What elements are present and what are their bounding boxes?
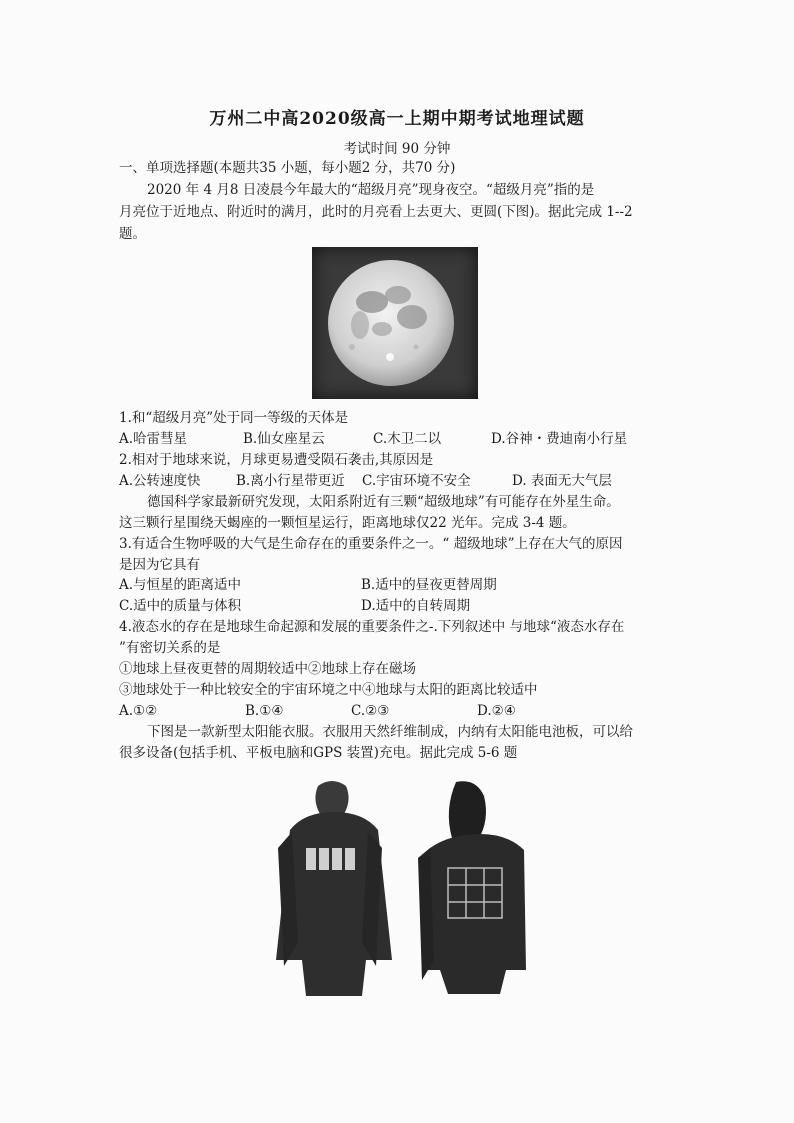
q3-stem-line1: 3.有适合生物呼吸的大气是生命存在的重要条件之一。“ 超级地球”上存在大气的原因 [119, 536, 623, 552]
q2-option-c: C.宇宙环境不安全 [362, 473, 471, 489]
q4-option-a: A.①② [119, 703, 158, 719]
q4-stem-line2: ”有密切关系的是 [119, 640, 221, 656]
q4-option-c: C.②③ [351, 703, 390, 719]
q4-statements-1: ①地球上昼夜更替的周期较适中②地球上存在磁场 [119, 661, 416, 677]
super-moon-photo [312, 247, 478, 399]
q4-option-d: D.②④ [477, 703, 516, 719]
woman-figure [418, 781, 526, 994]
intro1-line3: 题。 [119, 226, 146, 242]
q4-stem-line1: 4.液态水的存在是地球生命起源和发展的重要条件之-.下列叙述中 与地球“液态水存在 [119, 619, 625, 635]
intro1-line2: 月亮位于近地点、附近时的满月，此时的月亮看上去更大、更圆(下图)。据此完成 1--2 [119, 204, 633, 220]
q4-statements-2: ③地球处于一种比较安全的宇宙环境之中④地球与太阳的距离比较适中 [119, 682, 538, 698]
moon-image [312, 247, 478, 399]
q2-option-a: A.公转速度快 [119, 473, 201, 489]
solar-jacket-photo [258, 778, 526, 1000]
solar-jackets-image [258, 778, 526, 1000]
intro2-line1: 德国科学家最新研究发现，太阳系附近有三颗“超级地球”有可能存在外星生命。 [147, 494, 620, 510]
q3-option-a: A.与恒星的距离适中 [119, 577, 242, 593]
q3-option-d: D.适中的自转周期 [361, 598, 471, 614]
intro1-line1: 2020 年 4 月8 日凌晨今年最大的“超级月亮”现身夜空。“超级月亮”指的是 [147, 182, 595, 198]
intro2-line2: 这三颗行星围绕天蝎座的一颗恒星运行，距离地球仅22 光年。完成 3-4 题。 [119, 515, 576, 531]
section-heading: 一、单项选择题(本题共35 小题，每小题2 分，共70 分) [119, 160, 456, 176]
q4-option-b: B.①④ [245, 703, 284, 719]
man-figure [276, 781, 392, 996]
intro3-line2: 很多设备(包括手机、平板电脑和GPS 装置)充电。据此完成 5-6 题 [119, 745, 518, 761]
q3-stem-line2: 是因为它具有 [119, 557, 200, 573]
page-title: 万州二中高2020级高一上期中期考试地理试题 [209, 109, 585, 129]
q2-option-d: D. 表面无大气层 [512, 473, 612, 489]
q1-option-c: C.木卫二以 [373, 431, 442, 447]
q1-option-a: A.哈雷彗星 [119, 431, 188, 447]
exam-duration: 考试时间 90 分钟 [343, 141, 451, 157]
intro3-line1: 下图是一款新型太阳能衣服。衣服用天然纤维制成，内纳有太阳能电池板，可以给 [147, 724, 633, 740]
q3-option-c: C.适中的质量与体积 [119, 598, 242, 614]
q1-option-d: D.谷神・费迪南小行星 [491, 431, 628, 447]
q2-option-b: B.离小行星带更近 [236, 473, 345, 489]
q1-option-b: B.仙女座星云 [243, 431, 325, 447]
q3-option-b: B.适中的昼夜更替周期 [361, 577, 497, 593]
q2-stem: 2.相对于地球来说，月球更易遭受陨石袭击,其原因是 [119, 452, 434, 468]
q1-stem: 1.和“超级月亮”处于同一等级的天体是 [119, 410, 349, 426]
